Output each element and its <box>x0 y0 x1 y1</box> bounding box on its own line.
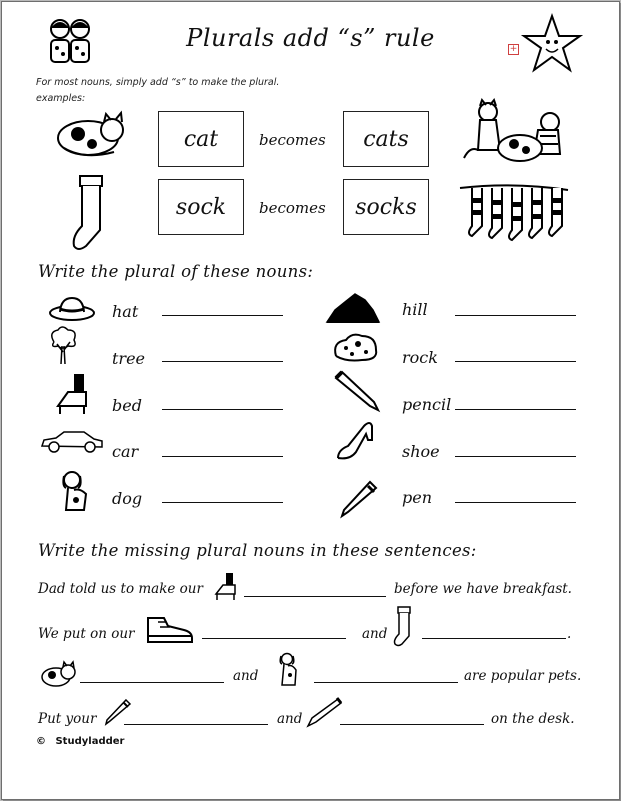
hill-icon <box>325 292 381 324</box>
sock-icon <box>392 606 414 648</box>
worksheet-page <box>1 1 620 800</box>
answer-line-car[interactable] <box>162 456 283 457</box>
answer-line-pencil[interactable] <box>455 409 576 410</box>
footer-brand: Studyladder <box>55 736 125 747</box>
dog-icon <box>278 652 300 688</box>
sentence4-and: and <box>277 711 303 727</box>
examples-label: examples: <box>36 93 86 104</box>
answer-line-dog[interactable] <box>162 502 283 503</box>
bed-icon <box>214 572 238 602</box>
example-singular-box: cat <box>158 111 244 167</box>
section1-heading: Write the plural of these nouns: <box>38 262 314 281</box>
noun-pen: pen <box>402 488 433 507</box>
star-icon <box>522 14 582 74</box>
noun-hat: hat <box>112 302 139 321</box>
answer-line-hill[interactable] <box>455 315 576 316</box>
cats-group-icon <box>460 100 568 164</box>
sentence1-end: before we have breakfast. <box>394 581 572 597</box>
sentence1-blank[interactable] <box>244 596 386 597</box>
sentence3-blank2[interactable] <box>314 682 458 683</box>
example-connector: becomes <box>259 131 326 149</box>
noun-rock: rock <box>402 348 438 367</box>
noun-bed: bed <box>112 396 142 415</box>
sentence3-end: are popular pets. <box>464 668 582 684</box>
answer-line-rock[interactable] <box>455 361 576 362</box>
sentence3-and: and <box>233 668 259 684</box>
example-singular-box: sock <box>158 179 244 235</box>
expand-icon[interactable]: + <box>509 44 518 54</box>
answer-line-pen[interactable] <box>455 502 576 503</box>
rock-icon <box>332 332 380 364</box>
footer-copyright <box>36 736 124 747</box>
sentence2-period: . <box>567 626 572 642</box>
page-title: Plurals add “s” rule <box>186 24 435 52</box>
noun-dog: dog <box>112 489 143 508</box>
dog-icon <box>60 470 92 514</box>
noun-shoe: shoe <box>402 442 440 461</box>
example-plural-box: cats <box>343 111 429 167</box>
sentence2-start: We put on our <box>38 626 135 642</box>
sneaker-icon <box>144 614 194 644</box>
noun-pencil: pencil <box>402 395 452 414</box>
answer-line-hat[interactable] <box>162 315 283 316</box>
pen-icon <box>340 480 380 518</box>
sentence2-and: and <box>362 626 388 642</box>
sentence4-start: Put your <box>38 711 97 727</box>
cat-sleeping-icon <box>54 108 134 160</box>
hat-icon <box>47 296 97 322</box>
sentence4-blank2[interactable] <box>340 724 484 725</box>
answer-line-tree[interactable] <box>162 361 283 362</box>
sentence1-start: Dad told us to make our <box>38 581 203 597</box>
sock-icon <box>68 174 108 254</box>
noun-car: car <box>112 442 139 461</box>
shoe-icon <box>336 420 378 462</box>
pen-icon <box>104 698 132 726</box>
example-connector: becomes <box>259 199 326 217</box>
intro-text: For most nouns, simply add “s” to make the plural. <box>36 77 280 88</box>
section2-heading: Write the missing plural nouns in these sentences: <box>38 541 477 560</box>
noun-hill: hill <box>402 300 428 319</box>
noun-tree: tree <box>112 349 146 368</box>
sentence2-blank1[interactable] <box>202 638 346 639</box>
copyright-symbol: © <box>36 736 46 747</box>
tree-icon <box>48 326 78 366</box>
sentence2-blank2[interactable] <box>422 638 566 639</box>
pencil-icon <box>332 372 380 412</box>
answer-line-shoe[interactable] <box>455 456 576 457</box>
car-icon <box>40 432 104 454</box>
pencil-icon <box>306 696 342 728</box>
sentence4-end: on the desk. <box>491 711 575 727</box>
cat-icon <box>40 662 78 688</box>
bed-icon <box>54 372 90 416</box>
sentence3-blank1[interactable] <box>80 682 224 683</box>
socks-on-line-icon <box>458 178 570 246</box>
answer-line-bed[interactable] <box>162 409 283 410</box>
sentence4-blank1[interactable] <box>124 724 268 725</box>
example-plural-box: socks <box>343 179 429 235</box>
